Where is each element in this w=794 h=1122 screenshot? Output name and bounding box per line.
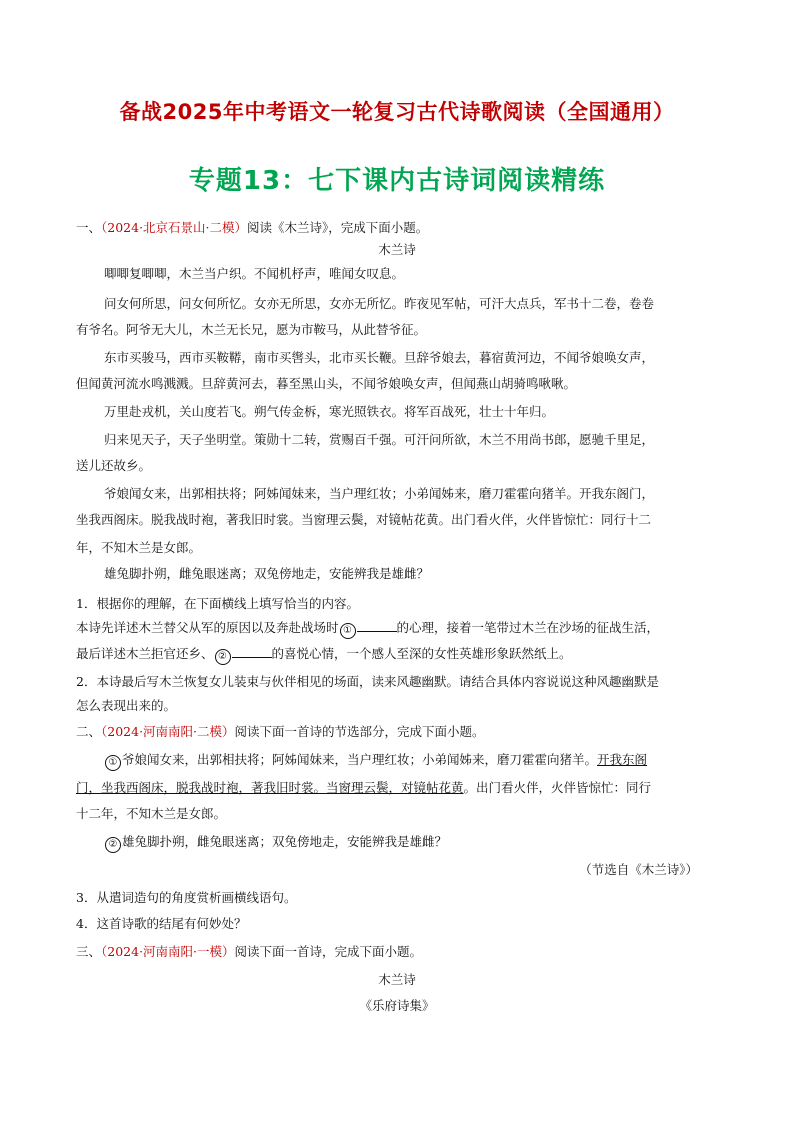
poem-line: 坐我西阁床。脱我战时袍，著我旧时裳。当窗理云鬓，对镜帖花黄。出门看火伴，火伴皆惊忙：同行十二 [76,512,652,527]
question-4: 4．这首诗歌的结尾有何妙处？ [76,916,247,931]
excerpt-line: ① 爷娘闻女来，出郭相扶将；阿姊闻妹来，当户理红妆；小弟闻姊来，磨刀霍霍向猪羊。开我东阁 [104,750,647,771]
circled-number: ① [105,755,121,771]
excerpt-line: 十二年，不知木兰是女郎。 [76,806,227,821]
poem-line: 爷娘闻女来，出郭相扶将；阿姊闻妹来，当户理红妆；小弟闻姊来，磨刀霍霍向猪羊。开我东阁门， [104,486,655,501]
poem-line: 东市买骏马，西市买鞍鞯，南市买辔头，北市买长鞭。旦辞爷娘去，暮宿黄河边，不闻爷娘唤女声， [104,350,655,365]
poem-line: 问女何所思，问女何所忆。女亦无所思，女亦无所忆。昨夜见军帖，可汗大点兵，军书十二卷，卷卷 [104,296,655,311]
question-2: 2．本诗最后写木兰恢复女儿装束与伙伴相见的场面，读来风趣幽默。请结合具体内容说说这种风趣幽默是 [76,674,659,689]
question-1-text-b: 最后详述木兰拒官还乡、 ② 的喜悦心情，一个感人至深的女性英雄形象跃然纸上。 [76,644,572,665]
question-2-cont: 怎么表现出来的。 [76,698,177,713]
section-number: 一、 [76,220,102,235]
poem-line: 送儿还故乡。 [76,458,152,473]
section3-heading [76,942,422,960]
excerpt-source-note: （节选自《木兰诗》） [579,862,698,877]
document-title: 备战2025年中考语文一轮复习古代诗歌阅读（全国通用） [119,100,675,124]
question-source: （2024·北京石景山·二模） [101,220,248,235]
poem-line: 归来见天子，天子坐明堂。策勋十二转，赏赐百千强。可汗问所欲，木兰不用尚书郎，愿驰千里足， [104,432,655,447]
section2-heading [76,722,485,740]
section-instruction: 阅读下面一首诗，完成下面小题。 [234,944,423,959]
question-3: 3．从遣词造句的角度赏析画横线语句。 [76,890,297,905]
poem-line: 年，不知木兰是女郎。 [76,540,202,555]
question-1-text-a: 本诗先详述木兰替父从军的原因以及奔赴战场时 ① 的心理，接着一笔带过木兰在沙场的征战生活， [76,618,659,639]
poem-title: 木兰诗 [378,972,416,987]
excerpt-line: ② 雄兔脚扑朔，雌兔眼迷离；双兔傍地走，安能辨我是雄雌？ [104,832,447,853]
fill-blank-1[interactable] [357,619,397,632]
section-instruction: 阅读下面一首诗的节选部分，完成下面小题。 [234,724,485,739]
section1-heading [76,218,428,236]
question-source: （2024·河南南阳·二模） [101,724,235,739]
fill-blank-2[interactable] [232,645,272,658]
circled-number: ② [105,837,121,853]
poem-title: 木兰诗 [378,242,416,257]
section-instruction: 阅读《木兰诗》，完成下面小题。 [247,220,429,235]
poem-line: 有爷名。阿爷无大儿，木兰无长兄，愿为市鞍马，从此替爷征。 [76,322,427,337]
question-1: 1．根据你的理解，在下面横线上填写恰当的内容。 [76,596,359,611]
excerpt-line: 门，坐我西阁床，脱我战时袍，著我旧时裳。当窗理云鬓，对镜帖花黄。出门看火伴，火伴皆惊忙：同行 [76,780,652,795]
poem-line: 雄兔脚扑朔，雌兔眼迷离；双兔傍地走，安能辨我是雄雌？ [104,566,430,581]
underlined-text: 开我东阁 [597,752,648,767]
poem-line: 唧唧复唧唧，木兰当户织。不闻机杼声，唯闻女叹息。 [104,266,405,281]
section-number: 三、 [76,944,102,959]
poem-line: 但闻黄河流水鸣溅溅。旦辞黄河去，暮至黑山头，不闻爷娘唤女声，但闻燕山胡骑鸣啾啾。 [76,376,577,391]
circled-number: ② [215,649,231,665]
poem-line: 万里赴戎机，关山度若飞。朔气传金柝，寒光照铁衣。将军百战死，壮士十年归。 [104,404,555,419]
circled-number: ① [340,623,356,639]
question-source: （2024·河南南阳·一模） [101,944,235,959]
section-number: 二、 [76,724,102,739]
poem-collection: 《乐府诗集》 [359,998,435,1013]
underlined-text: 门，坐我西阁床，脱我战时袍，著我旧时裳。当窗理云鬓，对镜帖花黄 [76,780,464,795]
document-subtitle: 专题13：七下课内古诗词阅读精练 [188,166,606,196]
